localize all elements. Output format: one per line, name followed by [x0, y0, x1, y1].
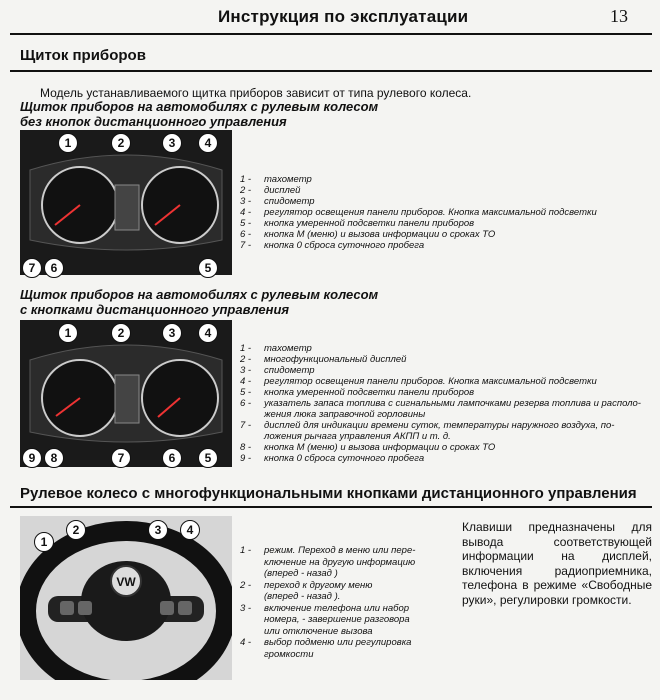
legend-row: 7 - кнопка 0 сброса суточного пробега: [240, 240, 425, 251]
legend-row: громкости: [264, 648, 314, 660]
page-number: 13: [610, 6, 628, 26]
callout-7: 7: [22, 258, 42, 278]
instrument-cluster-drawing: [20, 320, 232, 467]
legend-row: номера, - завершение разговора: [264, 614, 410, 625]
legend-row: 4 - регулятор освещения панели приборов. Кнопка максимальной подсветки: [240, 207, 597, 218]
callout-3: 3: [162, 133, 182, 153]
intro-text: Модель устанавливаемого щитка приборов зависит от типа рулевого колеса.: [40, 86, 472, 100]
legend-row: (вперед - назад ).: [264, 591, 341, 602]
legend-row: 3 - спидометр: [240, 196, 315, 207]
callout-4: 4: [198, 323, 218, 343]
legend-row: ключение на другую информацию: [264, 556, 416, 568]
callout-1: 1: [58, 133, 78, 153]
callout-4: 4: [198, 133, 218, 153]
legend-row: 6 - указатель запаса топлива с сигнальными лампочками резерва топлива и располо-: [240, 398, 641, 409]
legend-row: 2 - многофункциональный дисплей: [240, 354, 407, 365]
callout-4: 4: [180, 520, 200, 540]
block1-legend: [240, 174, 640, 251]
callout-8: 8: [44, 448, 64, 468]
steering-legend: [240, 545, 445, 660]
callout-5: 5: [198, 258, 218, 278]
legend-row: 7 - дисплей для индикации времени суток, температуры наружного воздуха, по-: [240, 420, 615, 431]
instrument-cluster-drawing: [20, 130, 232, 275]
legend-row: ложения рычага управления АКПП и т. д.: [264, 431, 451, 442]
callout-7: 7: [111, 448, 131, 468]
callout-1: 1: [34, 532, 54, 552]
legend-row: 4 - регулятор освещения панели приборов. Кнопка максимальной подсветки: [240, 376, 597, 387]
callout-6: 6: [162, 448, 182, 468]
callout-2: 2: [111, 133, 131, 153]
running-header: [0, 0, 660, 32]
legend-row: 1 - режим. Переход в меню или пере-: [240, 545, 416, 556]
legend-row: 6 - кнопка М (меню) и вызова информации о сроках ТО: [240, 229, 496, 240]
block2-legend: [240, 343, 645, 464]
callout-3: 3: [162, 323, 182, 343]
instrument-panel-photo-2: [20, 320, 232, 467]
legend-row: 8 - кнопка М (меню) и вызова информации о сроках ТО: [240, 442, 496, 453]
legend-row: 5 - кнопка умеренной подсветки панели приборов: [240, 218, 475, 229]
vw-logo: VW: [116, 575, 136, 589]
callout-5: 5: [198, 448, 218, 468]
header-title: Инструкция по эксплуатации: [218, 7, 469, 26]
legend-row: 1 - тахометр: [240, 174, 312, 185]
callout-2: 2: [111, 323, 131, 343]
legend-row: 5 - кнопка умеренной подсветки панели приборов: [240, 387, 475, 398]
instrument-panel-photo-1: [20, 130, 232, 275]
block1-title-line1: Щиток приборов на автомобилях с рулевым колесом: [20, 99, 379, 114]
callout-2: 2: [66, 520, 86, 540]
block2-title-line1: Щиток приборов на автомобилях с рулевым колесом: [20, 287, 379, 302]
header-rule: [10, 33, 652, 35]
section-rule: [10, 506, 652, 508]
section-title-steering-wheel: Рулевое колесо с многофункциональными кнопками дистанционного управления: [20, 485, 637, 502]
callout-3: 3: [148, 520, 168, 540]
callout-1: 1: [58, 323, 78, 343]
section-rule: [10, 70, 652, 72]
legend-row: или отключение вызова: [264, 625, 373, 637]
block1-title-line2: без кнопок дистанционного управления: [20, 114, 287, 129]
block1-title: [20, 99, 378, 129]
legend-row: жения люка заправочной горловины: [264, 409, 426, 420]
legend-row: 4 - выбор подменю или регулировка: [240, 637, 412, 648]
legend-row: 3 - спидометр: [240, 365, 315, 376]
legend-row: (вперед - назад ): [264, 568, 338, 579]
block2-title: [20, 287, 378, 317]
legend-row: 3 - включение телефона или набор: [240, 602, 410, 614]
legend-row: 2 - дисплей: [240, 185, 301, 196]
steering-note: Клавиши предназначены для вывода соответствующей информации на дисплей, включения радиоприемника, телефона в режиме «Свободные руки», регулировки громкости.: [462, 520, 652, 607]
legend-row: 2 - переход к другому меню: [240, 579, 373, 591]
legend-row: 1 - тахометр: [240, 343, 312, 354]
block2-title-line2: с кнопками дистанционного управления: [20, 302, 290, 317]
callout-9: 9: [22, 448, 42, 468]
callout-6: 6: [44, 258, 64, 278]
section-title-instrument-panel: Щиток приборов: [20, 47, 146, 64]
legend-row: 9 - кнопка 0 сброса суточного пробега: [240, 453, 425, 464]
